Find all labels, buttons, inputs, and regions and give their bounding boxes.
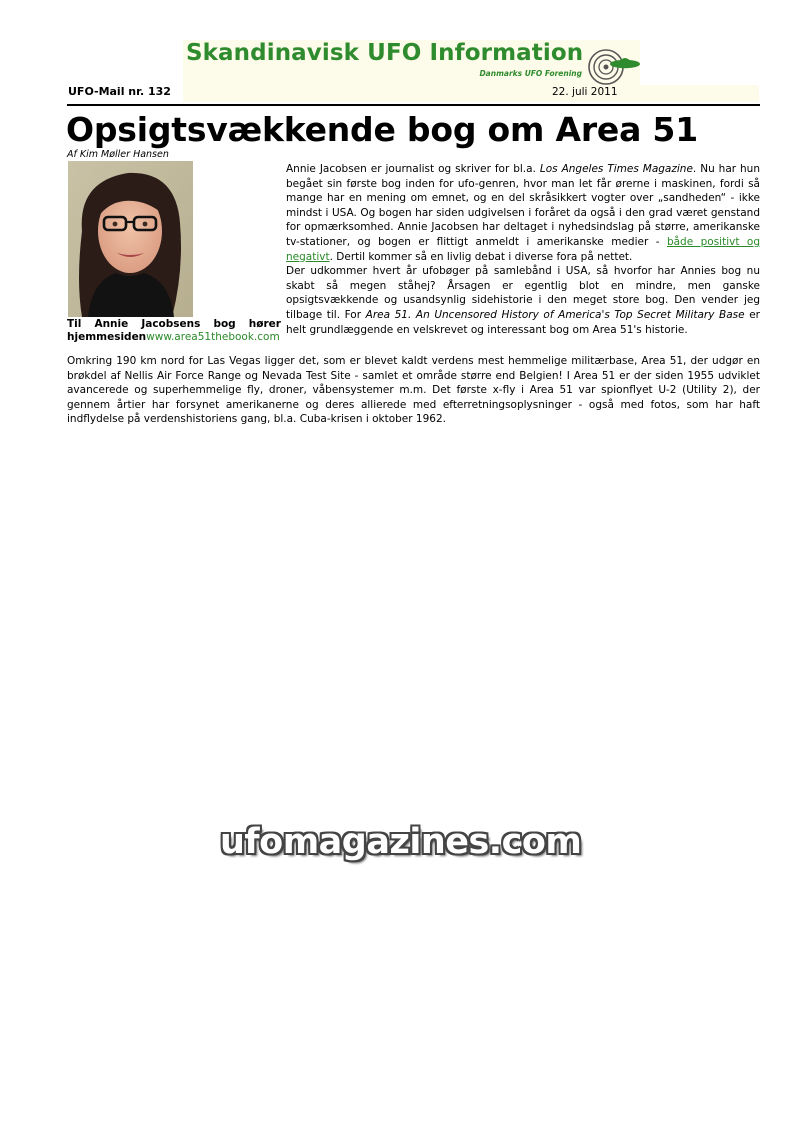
text-run: . Nu har hun begået sin første bog inden for ufo-genren, hvor man let får ørerne i maskinen, fordi så mange har en mening om emnet, og en del skråsikkert vogter over „sandheden“ - ikke mindst i USA. Og bogen har siden udgivelsen i foråret da også i den grad været genstand for opmærksomhed. Annie Jacobsen har deltaget i nyhedsindslag på større, amerikanske tv-stationer, og bogen er flittigt anmeldt i amerikanske medier - <box>286 163 760 248</box>
caption-word: hører <box>248 318 281 330</box>
publication-title: Los Angeles Times Magazine <box>539 163 693 175</box>
header-rule <box>67 104 760 106</box>
ufo-saucer-icon <box>585 42 641 86</box>
caption-word: bog <box>213 318 236 330</box>
article-paragraph: Omkring 190 km nord for Las Vegas ligger det, som er blevet kaldt verdens mest hemmelige militærbase, Area 51, der udgør en brøkdel af Nellis Air Force Range og Nevada Test Site - samlet et område større end Belgien! I Area 51 er der siden 1955 udviklet avancerede og superhemmelige fly, droner, våbensystemer m.m. Det første x-fly i Area 51 var spionflyet U-2 (Utility 2), der gennem årtier har forsynet amerikanerne og deres allierede med efterretningsoplysninger - også med fotos, som har haft indflydelse på verdenshistoriens gang, bl.a. Cuba-krisen i oktober 1962. <box>67 355 760 426</box>
article-column-right <box>286 162 760 337</box>
text-run: Der udkommer hvert år ufobøger på samlebånd i USA, så hvorfor har Annies bog nu skabt så megen ståhej? Årsagen er egentlig blot en mindre, men ganske opsigtsvækkende og usandsynlig sidehistorie i den meget store bog. Den vender jeg tilbage til. For <box>286 265 760 321</box>
masthead-banner <box>183 40 640 85</box>
article-paragraph <box>286 162 760 264</box>
author-portrait-photo <box>68 161 193 317</box>
book-title: Area 51. An Uncensored History of America's Top Secret Military Base <box>365 308 745 321</box>
photo-caption <box>67 318 281 344</box>
masthead-subtitle: Danmarks UFO Forening <box>479 69 582 78</box>
text-run: . Dertil kommer så en livlig debat i diverse fora på nettet. <box>329 250 633 263</box>
book-website-link[interactable]: www.area51thebook.com <box>146 331 280 343</box>
caption-line <box>67 331 281 344</box>
caption-word: Jacobsens <box>141 318 201 330</box>
caption-bold-text: hjemmesiden <box>67 331 147 343</box>
issue-bar <box>183 85 759 102</box>
article-headline: Opsigtsvækkende bog om Area 51 <box>66 110 698 149</box>
reviews-link[interactable]: både positivt og negativt <box>286 235 760 263</box>
issue-number: UFO-Mail nr. 132 <box>68 85 171 98</box>
watermark-text: ufomagazines.com <box>220 822 582 862</box>
article-paragraph <box>286 264 760 337</box>
caption-line <box>67 318 281 331</box>
text-run: er helt grundlæggende en velskrevet og interessant bog om Area 51's historie. <box>286 308 760 336</box>
caption-word: Annie <box>94 318 129 330</box>
text-run: Annie Jacobsen er journalist og skriver for bl.a. <box>286 163 540 175</box>
masthead-title: Skandinavisk UFO Information <box>186 40 584 66</box>
caption-word: Til <box>67 318 82 330</box>
article-column-full <box>67 354 760 427</box>
issue-date: 22. juli 2011 <box>552 86 618 98</box>
article-byline: Af Kim Møller Hansen <box>67 149 169 160</box>
